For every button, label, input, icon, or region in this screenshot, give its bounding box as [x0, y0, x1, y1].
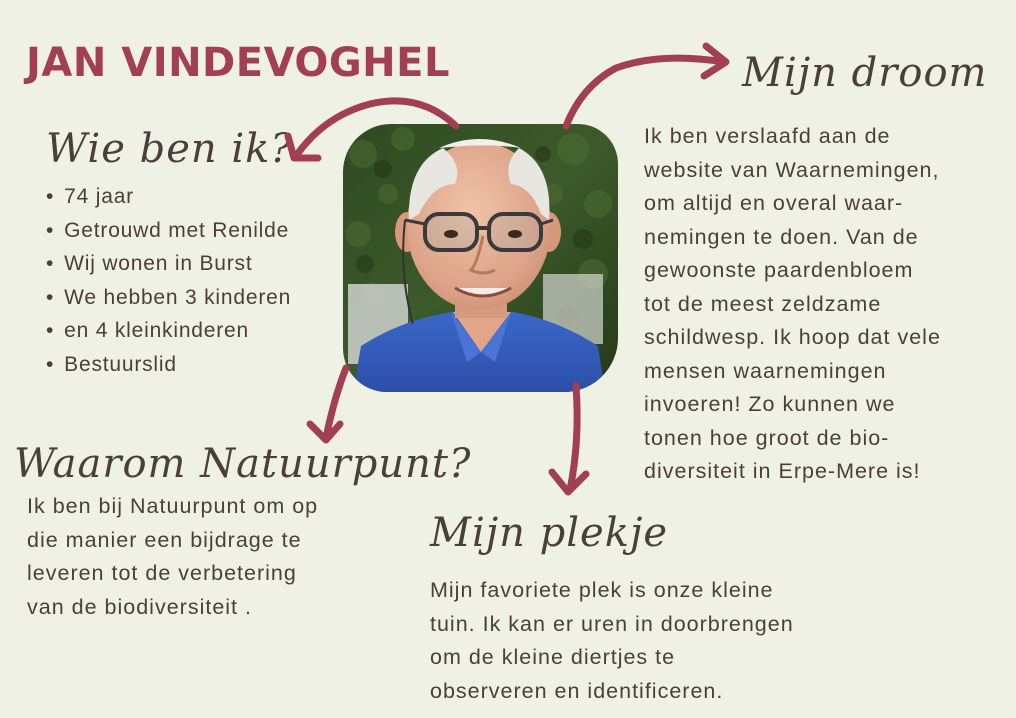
heading-mijn-plekje: Mijn plekje: [430, 510, 669, 556]
text-line: mensen waarnemingen: [644, 358, 887, 383]
text-line: om de kleine diertjes te: [430, 645, 676, 669]
arrow-icon: [570, 386, 577, 490]
text-line: schildwesp. Ik hoop dat vele: [644, 325, 941, 349]
text-line: gewoonste paardenbloem: [644, 258, 914, 282]
about-list: [46, 180, 291, 381]
text-line: tot de meest zeldzame: [644, 291, 882, 316]
text-line: leveren tot de verbetering: [27, 561, 297, 585]
text-line: invoeren! Zo kunnen we: [644, 392, 896, 416]
list-item: • Wij wonen in Burst: [46, 247, 291, 281]
waarom-text: [27, 490, 387, 624]
heading-mijn-droom: Mijn droom: [742, 50, 988, 96]
text-line: tonen hoe groot de bio-: [644, 425, 890, 450]
list-item: • Getrouwd met Renilde: [46, 214, 291, 248]
text-line: nemingen te doen. Van de: [644, 224, 919, 249]
text-line: die manier een bijdrage te: [27, 527, 302, 552]
arrow-icon: [566, 58, 724, 126]
page-title: JAN VINDEVOGHEL: [26, 40, 450, 86]
text-line: Ik ben bij Natuurpunt om op: [27, 494, 319, 518]
text-line: observeren en identificeren.: [430, 678, 724, 703]
arrow-icon: [310, 424, 340, 440]
text-line: van de biodiversiteit .: [27, 594, 252, 619]
text-line: Ik ben verslaafd aan de: [644, 124, 891, 148]
portrait-photo: [343, 124, 618, 392]
plekje-text: [430, 574, 870, 708]
list-item: • 74 jaar: [46, 180, 291, 214]
text-line: website van Waarnemingen,: [644, 157, 940, 182]
heading-waarom-natuurpunt: Waarom Natuurpunt?: [14, 441, 472, 487]
list-item: • We hebben 3 kinderen: [46, 281, 291, 315]
arrow-icon: [552, 472, 586, 492]
text-line: Mijn favoriete plek is onze kleine: [430, 578, 774, 602]
droom-text: [644, 120, 1004, 489]
arrow-icon: [704, 46, 726, 76]
text-line: tuin. Ik kan er uren in doorbrengen: [430, 611, 794, 636]
arrow-icon: [326, 368, 346, 438]
list-item: • en 4 kleinkinderen: [46, 314, 291, 348]
text-line: om altijd en overal waar-: [644, 191, 904, 215]
list-item: • Bestuurslid: [46, 348, 291, 382]
text-line: diversiteit in Erpe-Mere is!: [644, 459, 921, 483]
heading-wie-ben-ik: Wie ben ik?: [46, 126, 293, 172]
